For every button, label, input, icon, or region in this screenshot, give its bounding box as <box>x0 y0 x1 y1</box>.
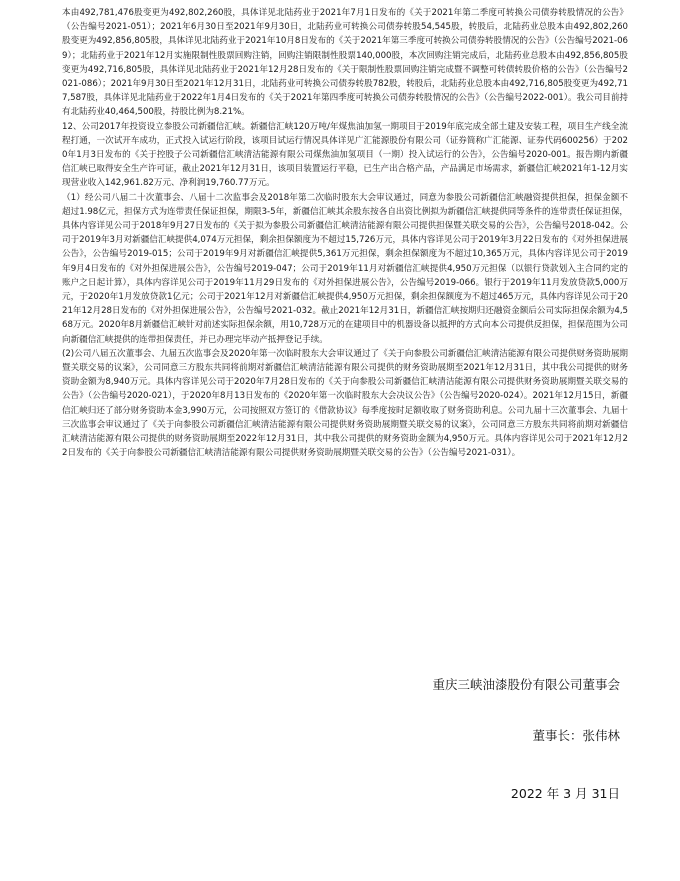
paragraph-xinhuixia-project: 12、公司2017年投资设立参股公司新疆信汇峡。新疆信汇峡120万吨/年煤焦油加氢一期项目于2019年底完成全部土建及安装工程，项目生产线全流程打通，一次试开车成功，正式投入试运行阶段，该项目试运行情况具体详见广汇能源股份有限公司（证券简称广汇能源、证券代码600256）于2020年1月3日发布的《关于控股子公司新疆信汇峡清洁能源有限公司煤焦油加氢项目（一期）投入试运行的公告》，公告编号2020-001。报告期内新疆信汇峡已取得安全生产许可证，截止2021年12月31日，该项目装置运行平稳，已生产出合格产品，产品满足市场需求，新疆信汇峡2021年1-12月实现营业收入142,961.82万元、净利润19,760.77万元。 <box>62 121 628 189</box>
paragraph-share-changes: 本由492,781,476股变更为492,802,260股，具体详见北陆药业于2021年7月1日发布的《关于2021年第二季度可转换公司债券转股情况的公告》（公告编号2021-051）；2021年6月30日至2021年9月30日，北陆药业可转换公司债券转股54,545股，转股后，北陆药业总股本由492,802,260股变更为492,856,805股，具体详见北陆药业于2021年10月8日发布的《关于2021年第三季度可转换公司债券转股情况的公告》（公告编号2021-069）；北陆药业于2021年12月实施限制性股票回购注销，回购注销限制性股票140,000股，本次回购注销完成后，北陆药业总股本由492,856,805股变更为492,716,805股，具体详见北陆药业于2021年12月28日发布的《关于限制性股票回购注销完成暨不调整可转债转股价格的公告》（公告编号2021-086）；2021年9月30日至2021年12月31日，北陆药业可转换公司债券转股782股，转股后，北陆药业总股本由492,716,805股变更为492,717,587股，具体详见北陆药业于2022年1月4日发布的《关于2021年第四季度可转换公司债券转股情况的公告》（公告编号2022-001）。我公司目前持有北陆药业40,464,500股，持股比例为8.21%。 <box>62 8 629 118</box>
paragraph-financial-aid: (2)公司八届五次董事会、九届五次监事会及2020年第一次临时股东大会审议通过了《关于向参股公司新疆信汇峡清洁能源有限公司提供财务资助展期暨关联交易的议案》，公司同意三方股东共同将前期对新疆信汇峡清洁能源有限公司提供的财务资助展期至2021年12月31日，其中我公司提供的财务资助金额为8,940万元。具体内容详见公司于2020年7月28日发布的《关于向参股公司新疆信汇峡清洁能源有限公司提供财务资助展期暨关联交易的公告》（公告编号2020-021），于2020年8月13日发布的《2020年第一次临时股东大会决议公告》（公告编号2020-024）。2021年12月15日，新疆信汇峡归还了部分财务资助本金3,990万元，公司按照双方签订的《借款协议》每季度按时足额收取了财务资助利息。公司九届十三次董事会、九届十三次监事会审议通过了《关于向参股公司新疆信汇峡清洁能源有限公司提供财务资助展期暨关联交易的议案》，公司同意三方股东共同将前期对新疆信汇峡清洁能源有限公司提供的财务资助展期至2022年12月31日，其中我公司提供的财务资助金额为4,950万元。具体内容详见公司于2021年12月22日发布的《关于向参股公司新疆信汇峡清洁能源有限公司提供财务资助展期暨关联交易的公告》（公告编号2021-031）。 <box>62 348 628 459</box>
signature-chairman: 董事长：张伟林 <box>532 728 620 743</box>
paragraph-guarantee: （1）经公司八届二十次董事会、八届十二次监事会及2018年第二次临时股东大会审议通过，同意为参股公司新疆信汇峡融资提供担保，担保金额不超过1.98亿元，担保方式为连带责任保证担保，期限3-5年，新疆信汇峡其余股东按各自出资比例拟为新疆信汇峡提供同等条件的连带责任保证担保，具体内容详见公司于2018年9月27日发布的《关于拟为参股公司新疆信汇峡清洁能源有限公司提供担保暨关联交易的公告》，公告编号2018-042。公司于2019年3月对新疆信汇峡提供4,074万元担保，剩余担保额度为不超过15,726万元，具体内容详见公司于2019年3月22日发布的《对外担保进展公告》，公告编号2019-015；公司于2019年9月对新疆信汇峡提供5,361万元担保，剩余担保额度为不超过10,365万元，具体内容详见公司于2019年9月4日发布的《对外担保进展公告》，公告编号2019-047；公司于2019年11月对新疆信汇峡提供4,950万元担保（以银行贷款划入主合同约定的账户之日起计算），具体内容详见公司于2019年11月29日发布的《对外担保进展公告》，公告编号2019-066。银行于2019年11月发放贷款5,000万元，于2020年1月发放贷款1亿元；公司于2021年12月对新疆信汇峡提供4,950万元担保，剩余担保额度为不超过465万元，具体内容详见公司于2021年12月28日发布的《对外担保进展公告》，公告编号2021-032。截止2021年12月31日，新疆信汇峡按期归还融资金额后公司实际担保余额为4,568万元。2020年8月新疆信汇峡针对前述实际担保余额，用10,728万元的在建项目中的机器设备以抵押的方式向本公司提供反担保，担保范围为公司向新疆信汇峡提供的连带担保责任，并已办理完毕动产抵押登记手续。 <box>62 192 628 345</box>
signature-date: 2022 年 3 月 31日 <box>510 786 620 801</box>
document-body <box>62 6 628 461</box>
signature-company: 重庆三峡油漆股份有限公司董事会 <box>432 677 620 692</box>
